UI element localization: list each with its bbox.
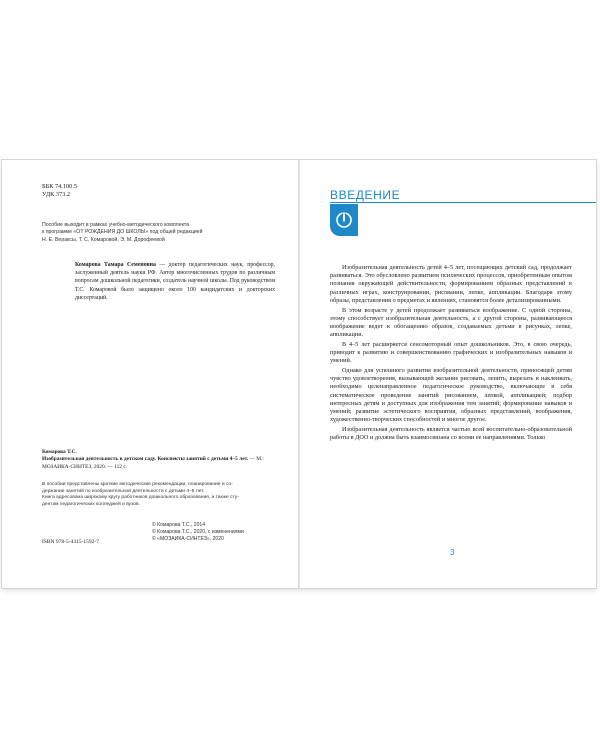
copyright-line: © Комарова Т.С., 2014 bbox=[152, 522, 206, 528]
biblio-description bbox=[42, 456, 280, 471]
left-page bbox=[2, 160, 298, 588]
isbn: ISBN 978-5-4315-1592-7 bbox=[42, 539, 99, 545]
paragraph: Однако для успешного развития изобразительной деятельности, приносящей детям чувство удовлетворения, вызывающей желание рисовать, лепить, вырезать и наклеивать, необходимо целенаправленное педагогическое руководство, включающее в себя систематическое проведение занятий рисованием, лепкой, аппликацией; подбор интересных детям и доступных для изображения тем занятий; формирование навыков и умений; развитие эстетического восприятия, образных представлений, воображения, художественно-творческих способностей и многое другое. bbox=[330, 366, 572, 424]
annotation-line: держание занятий по изобразительной деятельности с детьми 4–5 лет. bbox=[42, 488, 205, 494]
series-line: Пособие выходит в рамках учебно-методического комплекта bbox=[42, 222, 190, 228]
right-page bbox=[300, 160, 596, 588]
bibliographic-record bbox=[42, 449, 280, 471]
heading-rule bbox=[330, 202, 596, 203]
annotation bbox=[42, 482, 277, 508]
annotation-line: дентам педагогических колледжей и вузов. bbox=[42, 501, 140, 507]
copyright-line: © «МОЗАИКА-СИНТЕЗ», 2020 bbox=[152, 535, 224, 542]
chapter-heading: ВВЕДЕНИЕ bbox=[330, 188, 401, 202]
paragraph: Изобразительная деятельность детей 4–5 лет, посещающих детский сад, продолжает развиваться. Это обусловлено развитием психических процессов, приобретенным опытом познания окружающей действительности, формированием образных представлений в различных играх, конструировании, рисовании, лепке, аппликации. Благодаря этому образы, представления о предметах и явлениях, становятся более детализированными. bbox=[330, 264, 572, 304]
paragraph: В этом возрасте у детей продолжает развиваться воображение. С одной стороны, этому способствует изобразительная деятельность, а с другой стороны, развивающееся воображение ведет к обогащению образов, создаваемых детьми в рисунках, лепке, аппликации. bbox=[330, 306, 572, 339]
series-note bbox=[42, 222, 282, 244]
copyright-block bbox=[152, 522, 244, 542]
author-name: Комарова Тамара Семеновна bbox=[75, 262, 156, 268]
book-spread bbox=[2, 160, 596, 588]
author-bio: — доктор педагогических наук, профессор, заслуженный деятель науки РФ. Автор многочисленных трудов по различным вопросам дошкольной педагогики, создатель научной школы. Под руководством Т.С. Комаровой было защищено около 100 кандидатских и докторских диссертаций. bbox=[75, 262, 275, 301]
introduction-text bbox=[330, 264, 572, 444]
annotation-line: В пособии представлены краткие методические рекомендации, планирование и со- bbox=[42, 482, 233, 487]
biblio-publisher: — М.: МОЗАИКА-СИНТЕЗ, 2020. — 112 с. bbox=[42, 456, 264, 470]
annotation-line: Книга адресована широкому кругу работников дошкольного образования, а также сту- bbox=[42, 495, 239, 501]
paragraph: В 4–5 лет расширяется сенсомоторный опыт дошкольников. Это, в свою очередь, приводит к развитию и совершенствованию графических и изобразительных навыков и умений. bbox=[330, 340, 572, 365]
biblio-title: Изобразительная деятельность в детском саду. Конспекты занятий с детьми 4–5 лет. bbox=[42, 456, 249, 463]
classification-codes bbox=[42, 183, 77, 199]
udk-code: УДК 373.2 bbox=[42, 191, 71, 198]
paragraph: Изобразительная деятельность является частью всей воспитательно-образовательной работы в ДОО и должна быть взаимосвязана со всеми ее направлениями. Только bbox=[330, 425, 572, 442]
copyright-line: © Комарова Т.С., 2020, с изменениями bbox=[152, 528, 244, 535]
biblio-author: Комарова Т.С. bbox=[42, 449, 77, 455]
bbk-code: ББК 74.100.5 bbox=[42, 183, 78, 190]
series-line: Н. Е. Вераксы, Т. С. Комаровой, Э. М. Дорофеевой bbox=[42, 236, 165, 243]
power-icon bbox=[335, 211, 353, 229]
author-about bbox=[75, 261, 275, 302]
chapter-badge bbox=[330, 204, 358, 236]
page-number: 3 bbox=[450, 548, 455, 557]
series-line: к программе «ОТ РОЖДЕНИЯ ДО ШКОЛЫ» под общей редакцией bbox=[42, 229, 203, 236]
